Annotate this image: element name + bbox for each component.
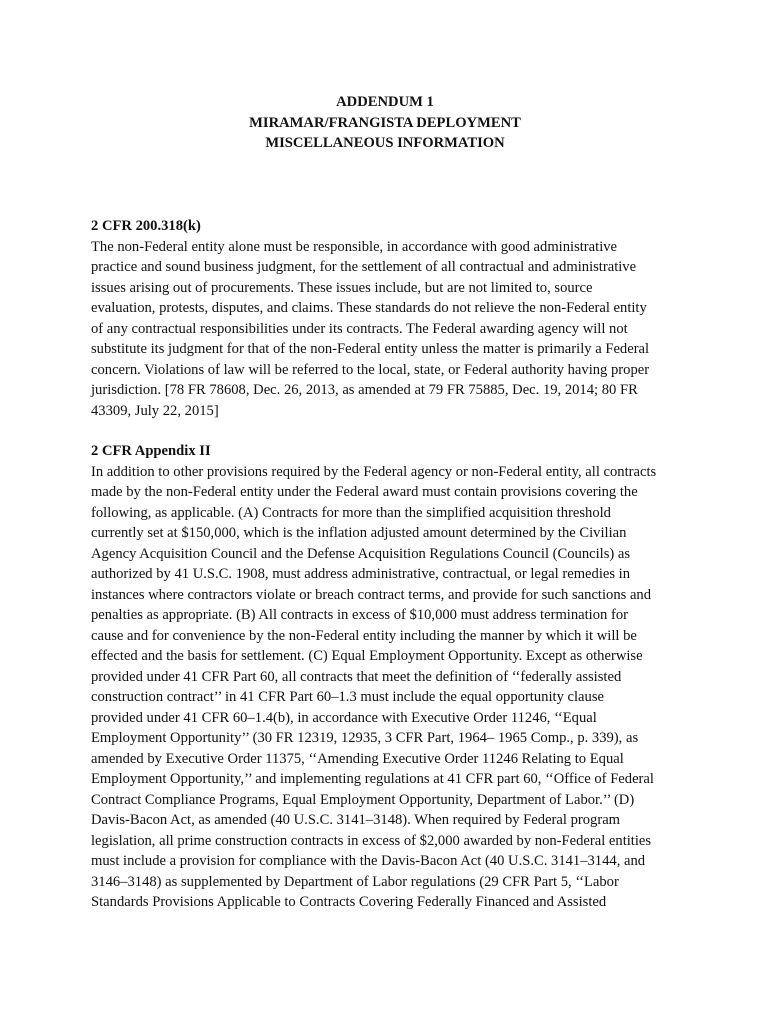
paragraph-line: construction contract’’ in 41 CFR Part 60–1.3 must include the equal opportunity clause	[91, 689, 604, 705]
paragraph-line: penalties as appropriate. (B) All contracts in excess of $10,000 must address termination for	[91, 607, 628, 623]
paragraph-line: practice and sound business judgment, for the settlement of all contractual and administrative	[91, 259, 637, 275]
document-title	[0, 92, 770, 154]
paragraph-line: must include a provision for compliance with the Davis-Bacon Act (40 U.S.C. 3141–3144, and	[91, 853, 646, 869]
title-line: MIRAMAR/FRANGISTA DEPLOYMENT	[249, 114, 521, 131]
paragraph-line: legislation, all prime construction contracts in excess of $2,000 awarded by non-Federal entities	[91, 832, 652, 849]
paragraph-line: 3146–3148) as supplemented by Department of Labor regulations (29 CFR Part 5, ‘‘Labor	[91, 873, 619, 890]
paragraph-line: Employment Opportunity’’ (30 FR 12319, 12935, 3 CFR Part, 1964– 1965 Comp., p. 339), as	[91, 730, 639, 746]
paragraph-line: issues arising out of procurements. These issues include, but are not limited to, source	[91, 279, 593, 296]
paragraph-line: amended by Executive Order 11375, ‘‘Amending Executive Order 11246 Relating to Equal	[91, 750, 624, 767]
section-2-cfr-appendix-ii	[91, 441, 691, 913]
paragraph-line: made by the non-Federal entity under the Federal award must contain provisions covering the	[91, 484, 638, 500]
section-heading: 2 CFR 200.318(k)	[91, 218, 201, 234]
section-heading: 2 CFR Appendix II	[91, 443, 211, 459]
paragraph-line: cause and for convenience by the non-Federal entity including the manner by which it will be	[91, 627, 637, 644]
paragraph-line: following, as applicable. (A) Contracts for more than the simplified acquisition threshold	[91, 504, 611, 521]
paragraph-line: instances where contractors violate or breach contract terms, and provide for such sanctions and	[91, 586, 652, 603]
paragraph-line: concern. Violations of law will be referred to the local, state, or Federal authority having proper	[91, 361, 650, 378]
paragraph-line: authorized by 41 U.S.C. 1908, must address administrative, contractual, or legal remedies in	[91, 566, 631, 582]
paragraph-line: In addition to other provisions required by the Federal agency or non-Federal entity, all contracts	[91, 463, 657, 480]
paragraph-line: Davis-Bacon Act, as amended (40 U.S.C. 3141–3148). When required by Federal program	[91, 812, 621, 828]
section-2-cfr-200-318k	[91, 216, 691, 421]
paragraph-line: 43309, July 22, 2015]	[91, 402, 219, 419]
paragraph-line: evaluation, protests, disputes, and claims. These standards do not relieve the non-Federal entity	[91, 300, 647, 316]
paragraph-line: The non-Federal entity alone must be responsible, in accordance with good administrative	[91, 238, 618, 255]
paragraph-line: effected and the basis for settlement. (C) Equal Employment Opportunity. Except as otherwise	[91, 648, 643, 664]
paragraph-line: substitute its judgment for that of the non-Federal entity unless the matter is primarily a Federal	[91, 341, 650, 357]
paragraph-line: currently set at $150,000, which is the inflation adjusted amount determined by the Civilian	[91, 525, 627, 541]
paragraph-line: Standards Provisions Applicable to Contracts Covering Federally Financed and Assisted	[91, 894, 607, 910]
title-line: ADDENDUM 1	[336, 94, 434, 110]
paragraph-line: provided under 41 CFR Part 60, all contracts that meet the definition of ‘‘federally assisted	[91, 668, 622, 685]
paragraph-line: Agency Acquisition Council and the Defense Acquisition Regulations Council (Councils) as	[91, 545, 631, 562]
paragraph-line: jurisdiction. [78 FR 78608, Dec. 26, 2013, as amended at 79 FR 75885, Dec. 19, 2014; 80 FR	[91, 382, 638, 398]
paragraph-line: Employment Opportunity,’’ and implementing regulations at 41 CFR part 60, ‘‘Office of Federal	[91, 771, 654, 787]
title-line: MISCELLANEOUS INFORMATION	[265, 135, 505, 151]
paragraph-line: provided under 41 CFR 60–1.4(b), in accordance with Executive Order 11246, ‘‘Equal	[91, 709, 597, 726]
paragraph-line: Contract Compliance Programs, Equal Employment Opportunity, Department of Labor.’’ (D)	[91, 791, 635, 808]
paragraph-line: of any contractual responsibilities under its contracts. The Federal awarding agency will not	[91, 320, 628, 337]
